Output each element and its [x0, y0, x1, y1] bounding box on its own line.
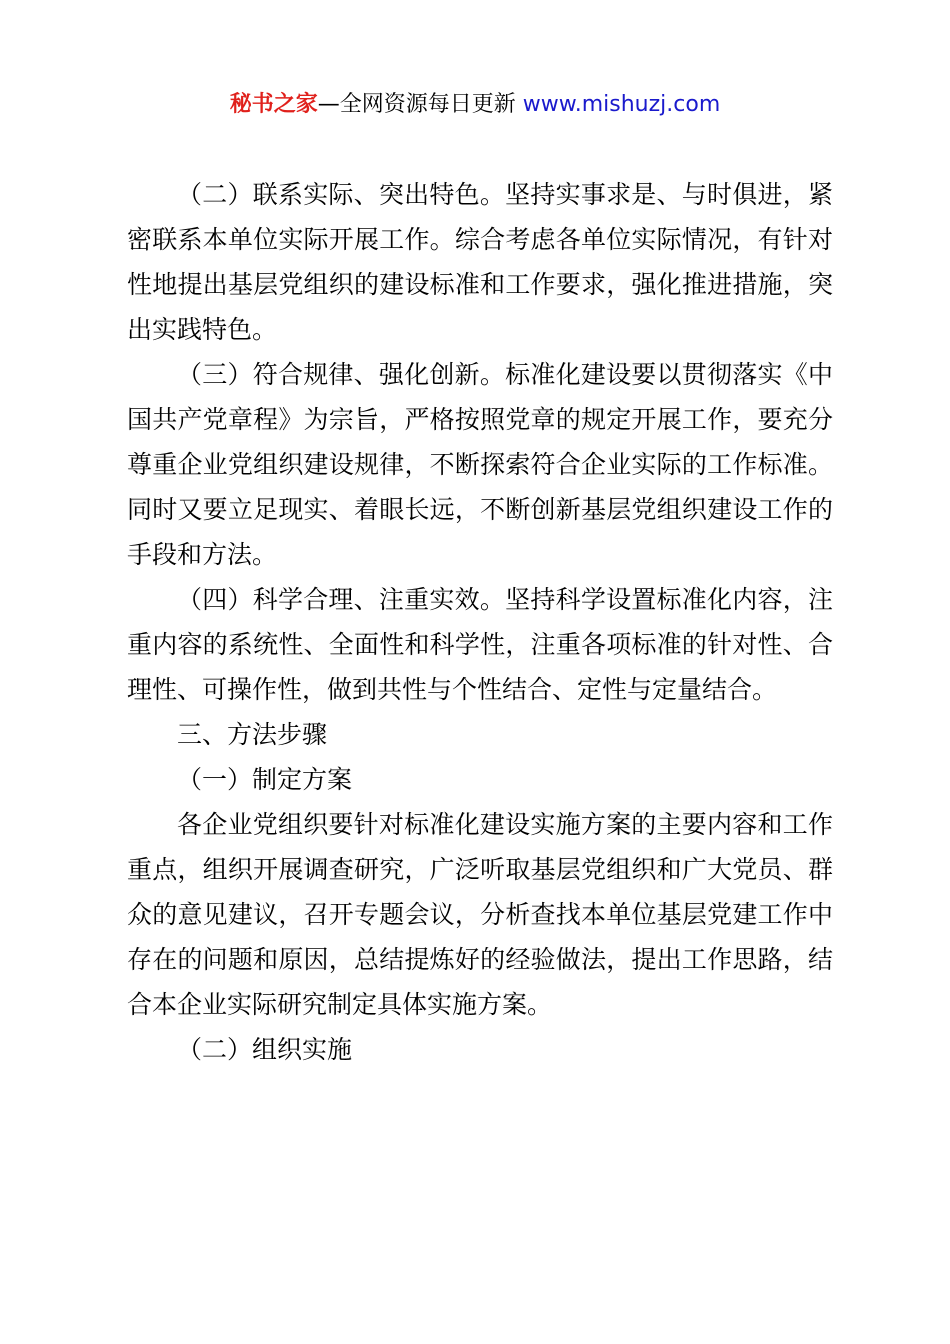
- subheading-step-1: （一）制定方案: [177, 765, 353, 794]
- paragraph-principle-4: （四）科学合理、注重实效。坚持科学设置标准化内容，注重内容的系统性、全面性和科学性，注重各项标准的针对性、合理性、可操作性，做到共性与个性结合、定性与定量结合。: [127, 585, 833, 704]
- paragraph-principle-3: （三）符合规律、强化创新。标准化建设要以贯彻落实《中国共产党章程》为宗旨，严格按照党章的规定开展工作，要充分尊重企业党组织建设规律，不断探索符合企业实际的工作标准。同时又要立足现实、着眼长远，不断创新基层党组织建设工作的手段和方法。: [127, 360, 833, 569]
- paragraph-step-1: 各企业党组织要针对标准化建设实施方案的主要内容和工作重点，组织开展调查研究，广泛听取基层党组织和广大党员、群众的意见建议，召开专题会议，分析查找本单位基层党建工作中存在的问题和原因，总结提炼好的经验做法，提出工作思路，结合本企业实际研究制定具体实施方案。: [127, 810, 833, 1019]
- site-tagline: —全网资源每日更新: [317, 92, 523, 117]
- site-url-link[interactable]: www.mishuzj.com: [522, 92, 721, 117]
- site-brand: 秘书之家: [229, 92, 318, 117]
- subheading-step-2: （二）组织实施: [177, 1035, 353, 1064]
- paragraph-principle-2: （二）联系实际、突出特色。坚持实事求是、与时俱进，紧密联系本单位实际开展工作。综合考虑各单位实际情况，有针对性地提出基层党组织的建设标准和工作要求，强化推进措施，突出实践特色。: [127, 180, 833, 344]
- document-body: [127, 172, 833, 1072]
- site-header: [0, 88, 950, 122]
- section-heading-methods: 三、方法步骤: [177, 720, 328, 749]
